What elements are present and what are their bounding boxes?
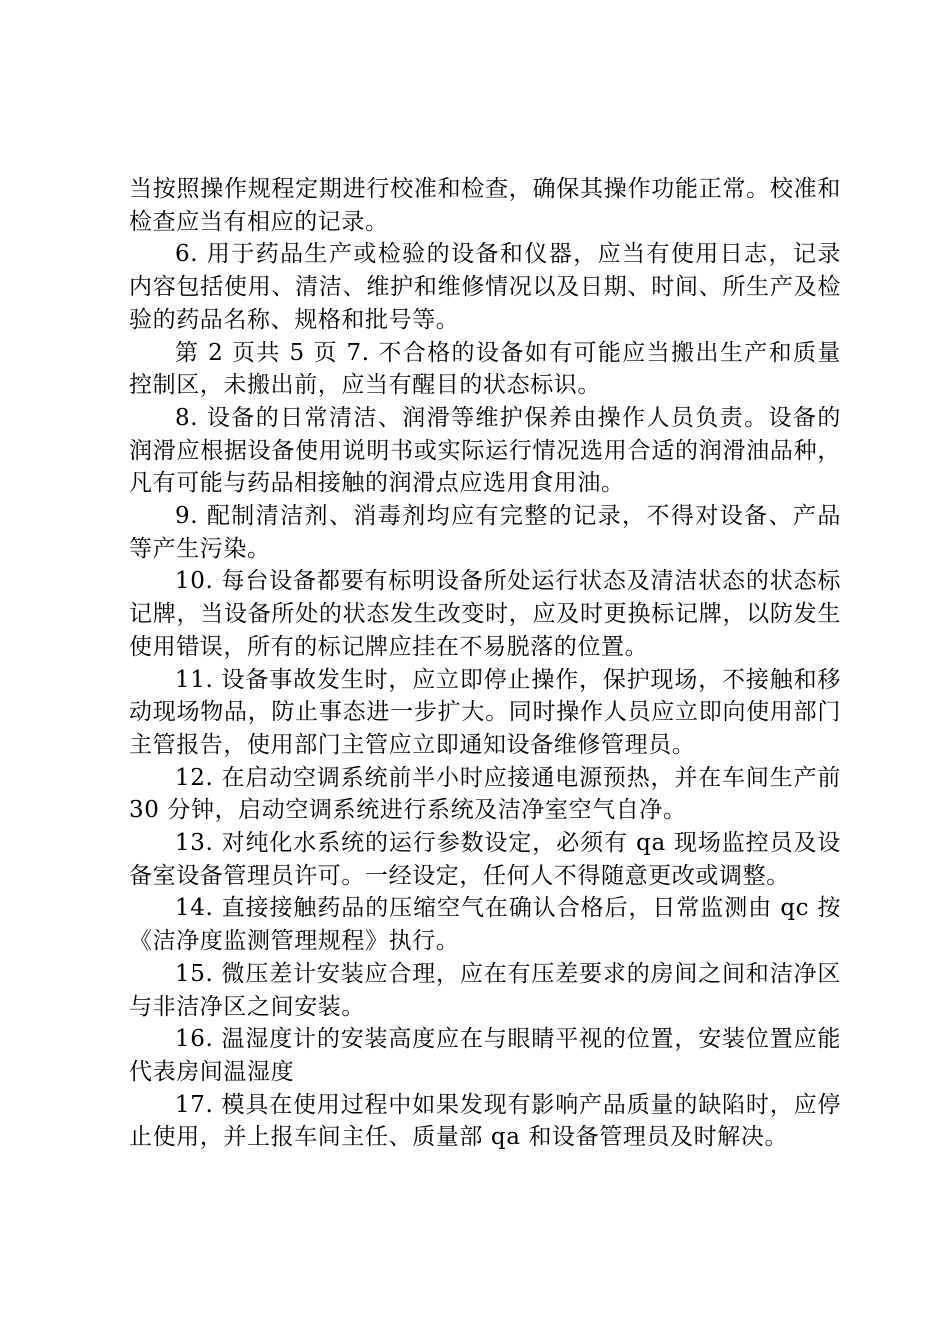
paragraph-item-9: 9. 配制清洁剂、消毒剂均应有完整的记录，不得对设备、产品等产生污染。 bbox=[129, 503, 841, 562]
paragraph-calibration-continued: 当按照操作规程定期进行校准和检查，确保其操作功能正常。校准和检查应当有相应的记录。 bbox=[129, 176, 841, 235]
paragraph-item-12: 12. 在启动空调系统前半小时应接通电源预热，并在车间生产前 30 分钟，启动空调系统进行系统及洁净室空气自净。 bbox=[129, 764, 841, 824]
paragraph-item-13: 13. 对纯化水系统的运行参数设定，必须有 qa 现场监控员及设备室设备管理员许可。一经设定，任何人不得随意更改或调整。 bbox=[129, 830, 841, 889]
paragraph-item-10: 10. 每台设备都要有标明设备所处运行状态及清洁状态的状态标记牌，当设备所处的状态发生改变时，应及时更换标记牌，以防发生使用错误，所有的标记牌应挂在不易脱落的位置。 bbox=[129, 568, 841, 660]
paragraph-item-6: 6. 用于药品生产或检验的设备和仪器，应当有使用日志，记录内容包括使用、清洁、维护和维修情况以及日期、时间、所生产及检验的药品名称、规格和批号等。 bbox=[129, 241, 841, 333]
paragraph-item-8: 8. 设备的日常清洁、润滑等维护保养由操作人员负责。设备的润滑应根据设备使用说明书或实际运行情况选用合适的润滑油品种，凡有可能与药品相接触的润滑点应选用食用油。 bbox=[129, 404, 841, 497]
document-body bbox=[129, 173, 841, 1154]
paragraph-item-16: 16. 温湿度计的安装高度应在与眼睛平视的位置，安装位置应能代表房间温湿度 bbox=[129, 1026, 841, 1085]
paragraph-item-7: 第 2 页共 5 页 7. 不合格的设备如有可能应当搬出生产和质量控制区，未搬出前，应当有醒目的状态标识。 bbox=[129, 339, 841, 399]
paragraph-item-15: 15. 微压差计安装应合理，应在有压差要求的房间之间和洁净区与非洁净区之间安装。 bbox=[129, 960, 841, 1020]
paragraph-item-11: 11. 设备事故发生时，应立即停止操作，保护现场，不接触和移动现场物品，防止事态进一步扩大。同时操作人员应立即向使用部门主管报告，使用部门主管应立即通知设备维修管理员。 bbox=[129, 666, 841, 758]
paragraph-item-14: 14. 直接接触药品的压缩空气在确认合格后，日常监测由 qc 按《洁净度监测管理规程》执行。 bbox=[129, 895, 841, 955]
paragraph-item-17: 17. 模具在使用过程中如果发现有影响产品质量的缺陷时，应停止使用，并上报车间主任、质量部 qa 和设备管理员及时解决。 bbox=[129, 1091, 841, 1151]
